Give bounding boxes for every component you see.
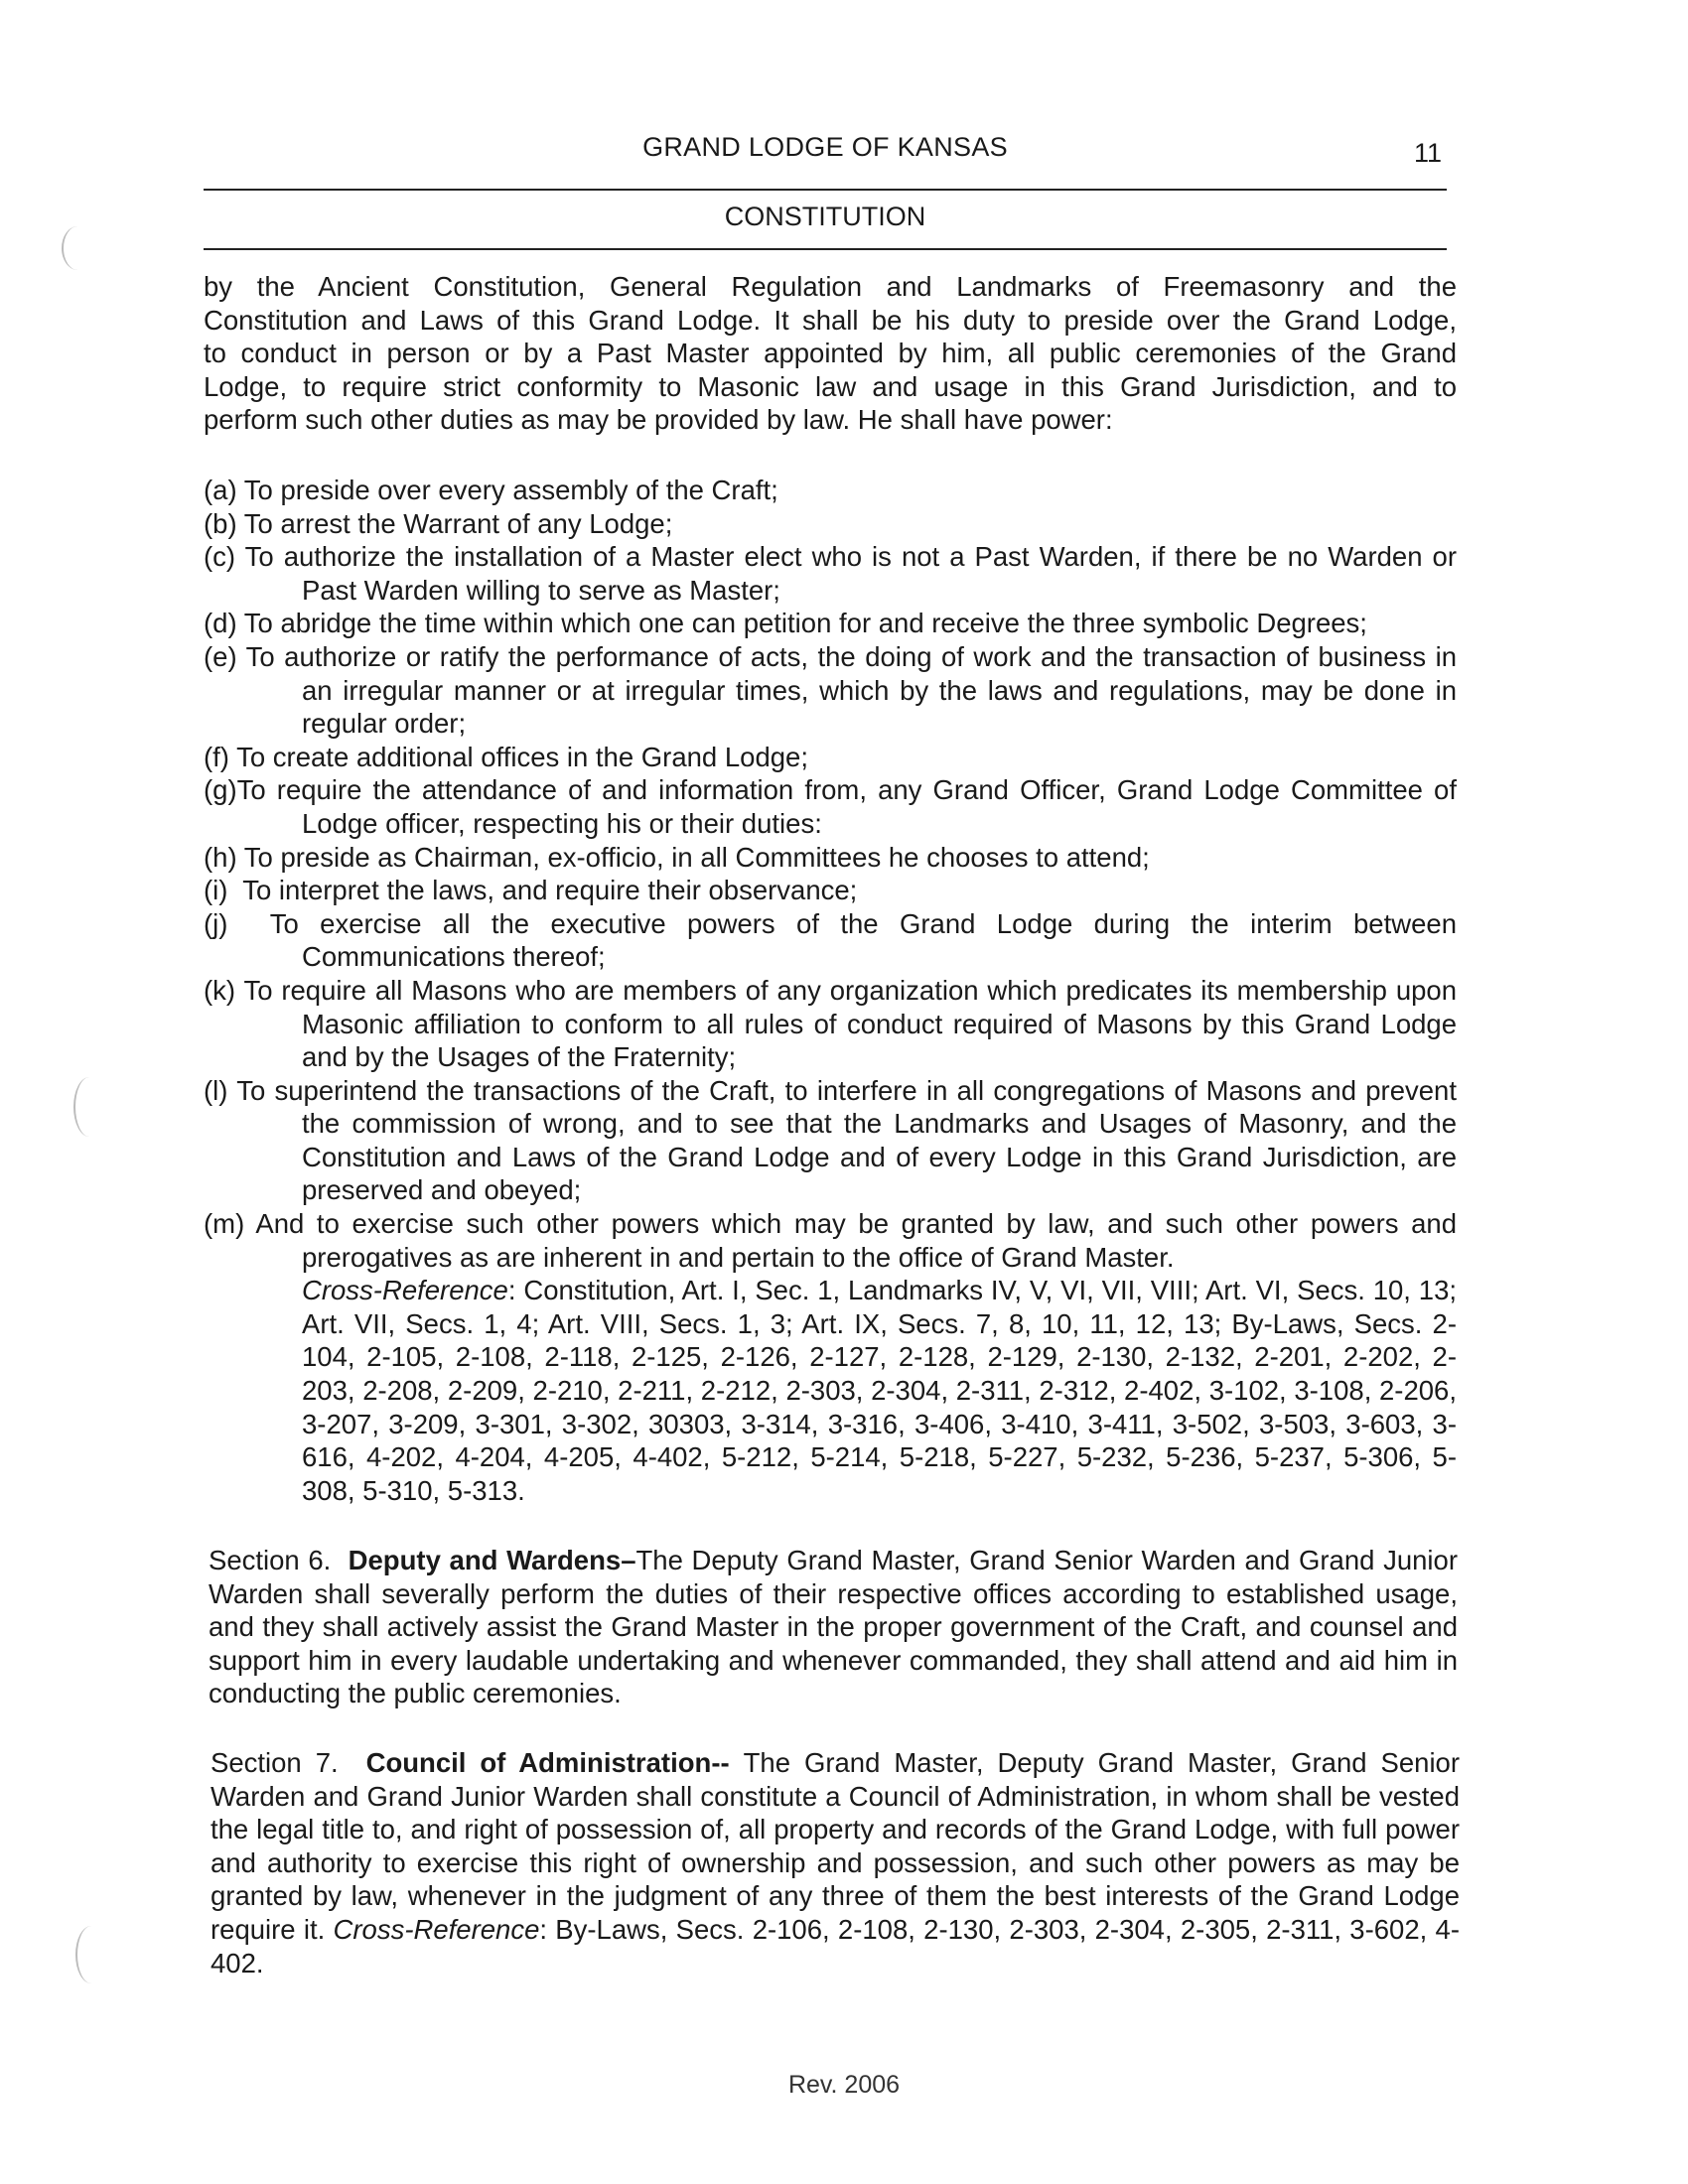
item-text: To superintend the transactions of the Craft, to interfere in all congregations of Masons and prevent the commission of wrong, and to see that the Landmarks and Usages of Masonry, and the Constitution and Laws of the Grand Lodge and of every Lodge in this Grand Jurisdiction, are preserved and obeyed; [236, 1074, 1457, 1206]
item-text: To abridge the time within which one can petition for and receive the three symbolic Degrees; [243, 608, 1367, 639]
item-text: To interpret the laws, and require their observance; [242, 875, 858, 906]
section-dash: – [621, 1545, 636, 1575]
item-label: (g) [204, 774, 237, 806]
list-item [204, 607, 1457, 640]
list-item [204, 841, 1457, 875]
section-title: Deputy and Wardens [348, 1545, 622, 1575]
cross-reference-text: By-Laws, Secs. 2-106, 2-108, 2-130, 2-303, 2-304, 2-305, 2-311, 3-602, 4-402. [211, 1913, 1461, 1979]
section-text: The Grand Master, Deputy Grand Master, Grand Senior Warden and Grand Junior Warden shall constitute a Council of Administration, in whom shall be vested the legal title to, and right of possession of, all property and records of the Grand Lodge, with full power and authority to exercise this right of ownership and possession, and such other powers as may be granted by law, whenever in the judgment of any three of them the best interests of the Grand Lodge require it. [211, 1747, 1461, 1945]
list-item [204, 741, 1457, 774]
section-6 [209, 1544, 1458, 1710]
item-text: To create additional offices in the Grand Lodge; [236, 741, 808, 772]
powers-list [204, 474, 1457, 1507]
item-label: (j) [204, 907, 228, 939]
binding-hole-mark [62, 226, 93, 270]
item-text: To preside as Chairman, ex-officio, in all Committees he chooses to attend; [243, 841, 1150, 873]
list-item [204, 1207, 1457, 1274]
list-item [204, 874, 1457, 907]
section-number: Section 7. [211, 1747, 339, 1778]
item-text: To require all Masons who are members of any organization which predicates its membership upon Masonic affiliation to conform to all rules of conduct required of Masons by this Grand Lodge and by the Usages of the Fraternity; [243, 974, 1457, 1073]
item-label: (m) [204, 1208, 245, 1240]
intro-line: to conduct in person or by a Past Master appointed by him, all public ceremonies of the Grand [204, 338, 1457, 369]
item-label: (c) [204, 541, 236, 573]
header-rule [204, 189, 1447, 191]
cross-reference: Cross-Reference: Constitution, Art. I, Sec. 1, Landmarks IV, V, VI, VII, VIII; Art. VI, Secs. 10, 13; Art. VII, Secs. 1, 4; Art. VIII, Secs. 1, 3; Art. IX, Secs. 7, 8, 10, 11, 12, 13; By-Laws, Secs. 2-104, 2-105, 2-108, 2-118, 2-125, 2-126, 2-127, 2-128, 2-129, 2-130, 2-132, 2-201, 2-202, 2-203, 2-208, 2-209, 2-210, 2-211, 2-212, 2-303, 2-304, 2-311, 2-312, 2-402, 3-102, 3-108, 2-206, 3-207, 3-209, 3-301, 3-302, 30303, 3-314, 3-316, 3-406, 3-410, 3-411, 3-502, 3-503, 3-603, 3-616, 4-202, 4-204, 4-205, 4-402, 5-212, 5-214, 5-218, 5-227, 5-232, 5-236, 5-237, 5-306, 5-308, 5-310, 5-313. [302, 1275, 1458, 1506]
item-label: (b) [204, 507, 237, 539]
binding-hole-mark [75, 1926, 107, 1983]
binding-hole-mark [73, 1077, 105, 1137]
item-label: (d) [204, 608, 237, 639]
list-item [204, 1074, 1457, 1207]
revision-footer: Rev. 2006 [787, 2071, 901, 2099]
intro-line: Lodge, to require strict conformity to Masonic law and usage in this Grand Jurisdiction, and to [204, 370, 1457, 402]
section-text: The Deputy Grand Master, Grand Senior Warden and Grand Junior Warden shall severally perform the duties of their respective offices according to established usage, and they shall actively assist the Grand Master in the proper government of the Craft, and counsel and support him in every laudable undertaking and whenever commanded, they shall attend and aid him in conducting the public ceremonies. [209, 1545, 1458, 1709]
item-text: To require the attendance of and information from, any Grand Officer, Grand Lodge Committee of Lodge officer, respecting his or their duties: [236, 774, 1457, 839]
item-text: To authorize the installation of a Master elect who is not a Past Warden, if there be no Warden or Past Warden willing to serve as Master; [244, 541, 1457, 606]
section-heading: CONSTITUTION [724, 202, 926, 231]
section-7: Section 7. Council of Administration-- The Grand Master, Deputy Grand Master, Grand Senior Warden and Grand Junior Warden shall constitute a Council of Administration, in whom shall be vested the legal title to, and right of possession of, all property and records of the Grand Lodge, with full power and authority to exercise this right of ownership and possession, and such other powers as may be granted by law, whenever in the judgment of any three of them the best interests of the Grand Lodge require it. Cross-Reference: By-Laws, Secs. 2-106, 2-108, 2-130, 2-303, 2-304, 2-305, 2-311, 3-602, 4-402. [211, 1747, 1461, 1979]
item-text: To authorize or ratify the performance of acts, the doing of work and the transaction of business in an irregular manner or at irregular times, which by the laws and regulations, may be done in regular order; [245, 640, 1457, 740]
cross-reference-label: Cross-Reference [302, 1275, 508, 1306]
item-text: And to exercise such other powers which may be granted by law, and such other powers and prerogatives as are inherent in and pertain to the office of Grand Master. [255, 1208, 1457, 1273]
item-label: (f) [204, 741, 229, 772]
item-text: To arrest the Warrant of any Lodge; [243, 507, 673, 539]
item-text: To preside over every assembly of the Craft; [243, 475, 778, 505]
list-item [204, 474, 1457, 507]
list-item [204, 773, 1457, 840]
list-item [204, 907, 1457, 974]
cross-reference-label: Cross-Reference [333, 1913, 540, 1945]
item-label: (i) [204, 875, 228, 906]
item-text: To exercise all the executive powers of the Grand Lodge during the interim between Communications thereof; [269, 907, 1457, 973]
running-title: GRAND LODGE OF KANSAS [642, 132, 1008, 162]
list-item [204, 640, 1457, 741]
item-label: (e) [204, 640, 237, 672]
section-title: Council of Administration [365, 1747, 712, 1778]
item-label: (a) [204, 475, 237, 505]
list-item [204, 974, 1457, 1074]
intro-line: by the Ancient Constitution, General Regulation and Landmarks of Freemasonry and the [204, 271, 1457, 302]
page-number: 11 [1413, 138, 1442, 168]
item-label: (h) [204, 841, 237, 873]
list-item [204, 507, 1457, 541]
intro-paragraph [204, 270, 1457, 437]
section-dash: -- [711, 1747, 744, 1778]
list-item [204, 540, 1457, 607]
header-rule [204, 248, 1447, 250]
item-label: (k) [204, 974, 236, 1006]
section-number: Section 6. [209, 1545, 332, 1575]
intro-line: perform such other duties as may be provided by law. He shall have power: [204, 404, 1113, 436]
intro-line: Constitution and Laws of this Grand Lodge. It shall be his duty to preside over the Grand Lodge, [204, 304, 1457, 336]
item-label: (l) [204, 1074, 228, 1106]
cross-reference-text: Constitution, Art. I, Sec. 1, Landmarks IV, V, VI, VII, VIII; Art. VI, Secs. 10, 13; Art. VII, Secs. 1, 4; Art. VIII, Secs. 1, 3; Art. IX, Secs. 7, 8, 10, 11, 12, 13; By-Laws, Secs. 2-104, 2-105, 2-108, 2-118, 2-125, 2-126, 2-127, 2-128, 2-129, 2-130, 2-132, 2-201, 2-202, 2-203, 2-208, 2-209, 2-210, 2-211, 2-212, 2-303, 2-304, 2-311, 2-312, 2-402, 3-102, 3-108, 2-206, 3-207, 3-209, 3-301, 3-302, 30303, 3-314, 3-316, 3-406, 3-410, 3-411, 3-502, 3-503, 3-603, 3-616, 4-202, 4-204, 4-205, 4-402, 5-212, 5-214, 5-218, 5-227, 5-232, 5-236, 5-237, 5-306, 5-308, 5-310, 5-313. [302, 1275, 1458, 1506]
